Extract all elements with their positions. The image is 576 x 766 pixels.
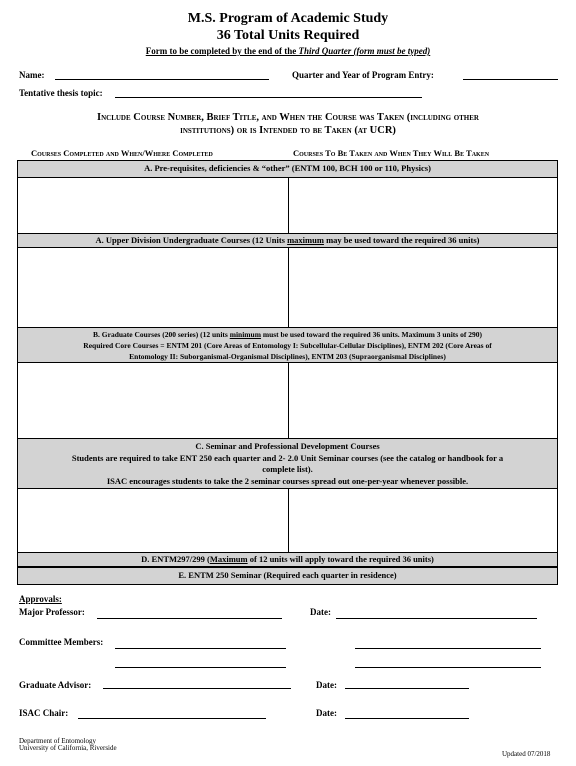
- section-c-line2: Students are required to take ENT 250 each quarter and 2- 2.0 Unit Seminar courses (see the catalog or handbook for a: [71, 452, 504, 463]
- include-instruction-line1: Include Course Number, Brief Title, and When the Course was Taken (including other: [97, 112, 479, 123]
- section-b-graduate-header: [18, 327, 557, 363]
- section-c-to-take-cell[interactable]: [289, 489, 557, 552]
- committee-members-label: Committee Members:: [19, 637, 104, 647]
- section-b-line2: Required Core Courses = ENTM 201 (Core Areas of Entomology I: Subcellular-Cellular Disciplines), ENTM 202 (Core Areas of: [83, 341, 492, 350]
- footer-department: Department of Entomology: [19, 737, 96, 745]
- section-b-completed-cell[interactable]: [18, 363, 288, 438]
- section-c-line4: ISAC encourages students to take the 2 seminar courses spread out one-per-year whenever possible.: [106, 475, 469, 486]
- quarter-entry-label: Quarter and Year of Program Entry:: [292, 70, 434, 80]
- column-divider: [288, 248, 289, 327]
- course-table: [17, 160, 558, 585]
- major-professor-field[interactable]: [97, 618, 282, 619]
- section-b-line3: Entomology II: Suborganismal-Organismal Disciplines), ENTM 203 (Supraorganismal Disciplines): [129, 352, 446, 361]
- section-d-header: [18, 552, 557, 567]
- section-b-minimum: minimum: [229, 330, 261, 339]
- isac-chair-label: ISAC Chair:: [19, 708, 69, 718]
- section-a-upper-to-take-cell[interactable]: [289, 248, 557, 327]
- graduate-advisor-field[interactable]: [103, 688, 291, 689]
- name-field[interactable]: [55, 79, 269, 80]
- committee-member-1-field[interactable]: [115, 648, 286, 649]
- quarter-entry-field[interactable]: [463, 79, 558, 80]
- footer-university: University of California, Riverside: [19, 744, 117, 752]
- section-a-prerequisites-header: A. Pre-requisites, deficiencies & “other” (ENTM 100, BCH 100 or 110, Physics): [18, 161, 557, 178]
- isac-chair-field[interactable]: [78, 718, 266, 719]
- column-divider: [288, 363, 289, 438]
- committee-member-4-field[interactable]: [355, 667, 541, 668]
- section-b-line1: [18, 329, 557, 340]
- major-professor-date-label: Date:: [310, 607, 331, 617]
- upper-division-maximum: maximum: [287, 235, 324, 245]
- thesis-topic-label: Tentative thesis topic:: [19, 88, 103, 98]
- section-c-line1: C. Seminar and Professional Development Courses: [195, 441, 380, 451]
- section-a-upper-completed-cell[interactable]: [18, 248, 288, 327]
- upper-division-text: A. Upper Division Undergraduate Courses (12 Units: [95, 235, 288, 245]
- section-c-line3: complete list).: [262, 464, 313, 474]
- instruction-italic: Third Quarter (form must be typed): [298, 46, 431, 56]
- section-d-maximum: Maximum: [209, 554, 248, 564]
- major-professor-date-field[interactable]: [336, 618, 537, 619]
- form-instruction: [0, 46, 576, 56]
- name-label: Name:: [19, 70, 45, 80]
- committee-member-3-field[interactable]: [115, 667, 286, 668]
- section-c-completed-cell[interactable]: [18, 489, 288, 552]
- section-b-to-take-cell[interactable]: [289, 363, 557, 438]
- footer-updated: Updated 07/2018: [502, 750, 551, 758]
- section-a-upper-division-header: [18, 233, 557, 248]
- instruction-text: Form to be completed by the end of the: [145, 46, 299, 56]
- section-b-line1-prefix: B. Graduate Courses (200 series) (12 units: [93, 330, 230, 339]
- approvals-heading: Approvals:: [19, 594, 62, 604]
- section-e-header: E. ENTM 250 Seminar (Required each quarter in residence): [18, 567, 557, 584]
- column-divider: [288, 489, 289, 552]
- column-header-to-be-taken: Courses To Be Taken and When They Will Be Taken: [293, 148, 490, 158]
- committee-member-2-field[interactable]: [355, 648, 541, 649]
- page-subtitle: 36 Total Units Required: [216, 28, 360, 43]
- upper-division-suffix: may be used toward the required 36 units): [323, 235, 480, 245]
- isac-chair-date-label: Date:: [316, 708, 337, 718]
- graduate-advisor-label: Graduate Advisor:: [19, 680, 92, 690]
- section-d-prefix: D. ENTM297/299 (: [141, 554, 210, 564]
- column-divider: [288, 178, 289, 233]
- section-d-suffix: of 12 units will apply toward the required 36 units): [247, 554, 434, 564]
- section-a-prerequisites-to-take-cell[interactable]: [289, 178, 557, 233]
- isac-chair-date-field[interactable]: [345, 718, 469, 719]
- page-title: M.S. Program of Academic Study: [187, 11, 389, 26]
- include-instruction-line2: institutions) or is Intended to be Taken (at UCR): [180, 125, 396, 136]
- graduate-advisor-date-label: Date:: [316, 680, 337, 690]
- graduate-advisor-date-field[interactable]: [345, 688, 469, 689]
- major-professor-label: Major Professor:: [19, 607, 85, 617]
- section-c-seminar-header: [18, 438, 557, 489]
- section-a-prerequisites-completed-cell[interactable]: [18, 178, 288, 233]
- section-b-line1-suffix: must be used toward the required 36 units. Maximum 3 units of 290): [260, 330, 482, 339]
- column-header-completed: Courses Completed and When/Where Completed: [31, 148, 213, 158]
- thesis-topic-field[interactable]: [115, 97, 422, 98]
